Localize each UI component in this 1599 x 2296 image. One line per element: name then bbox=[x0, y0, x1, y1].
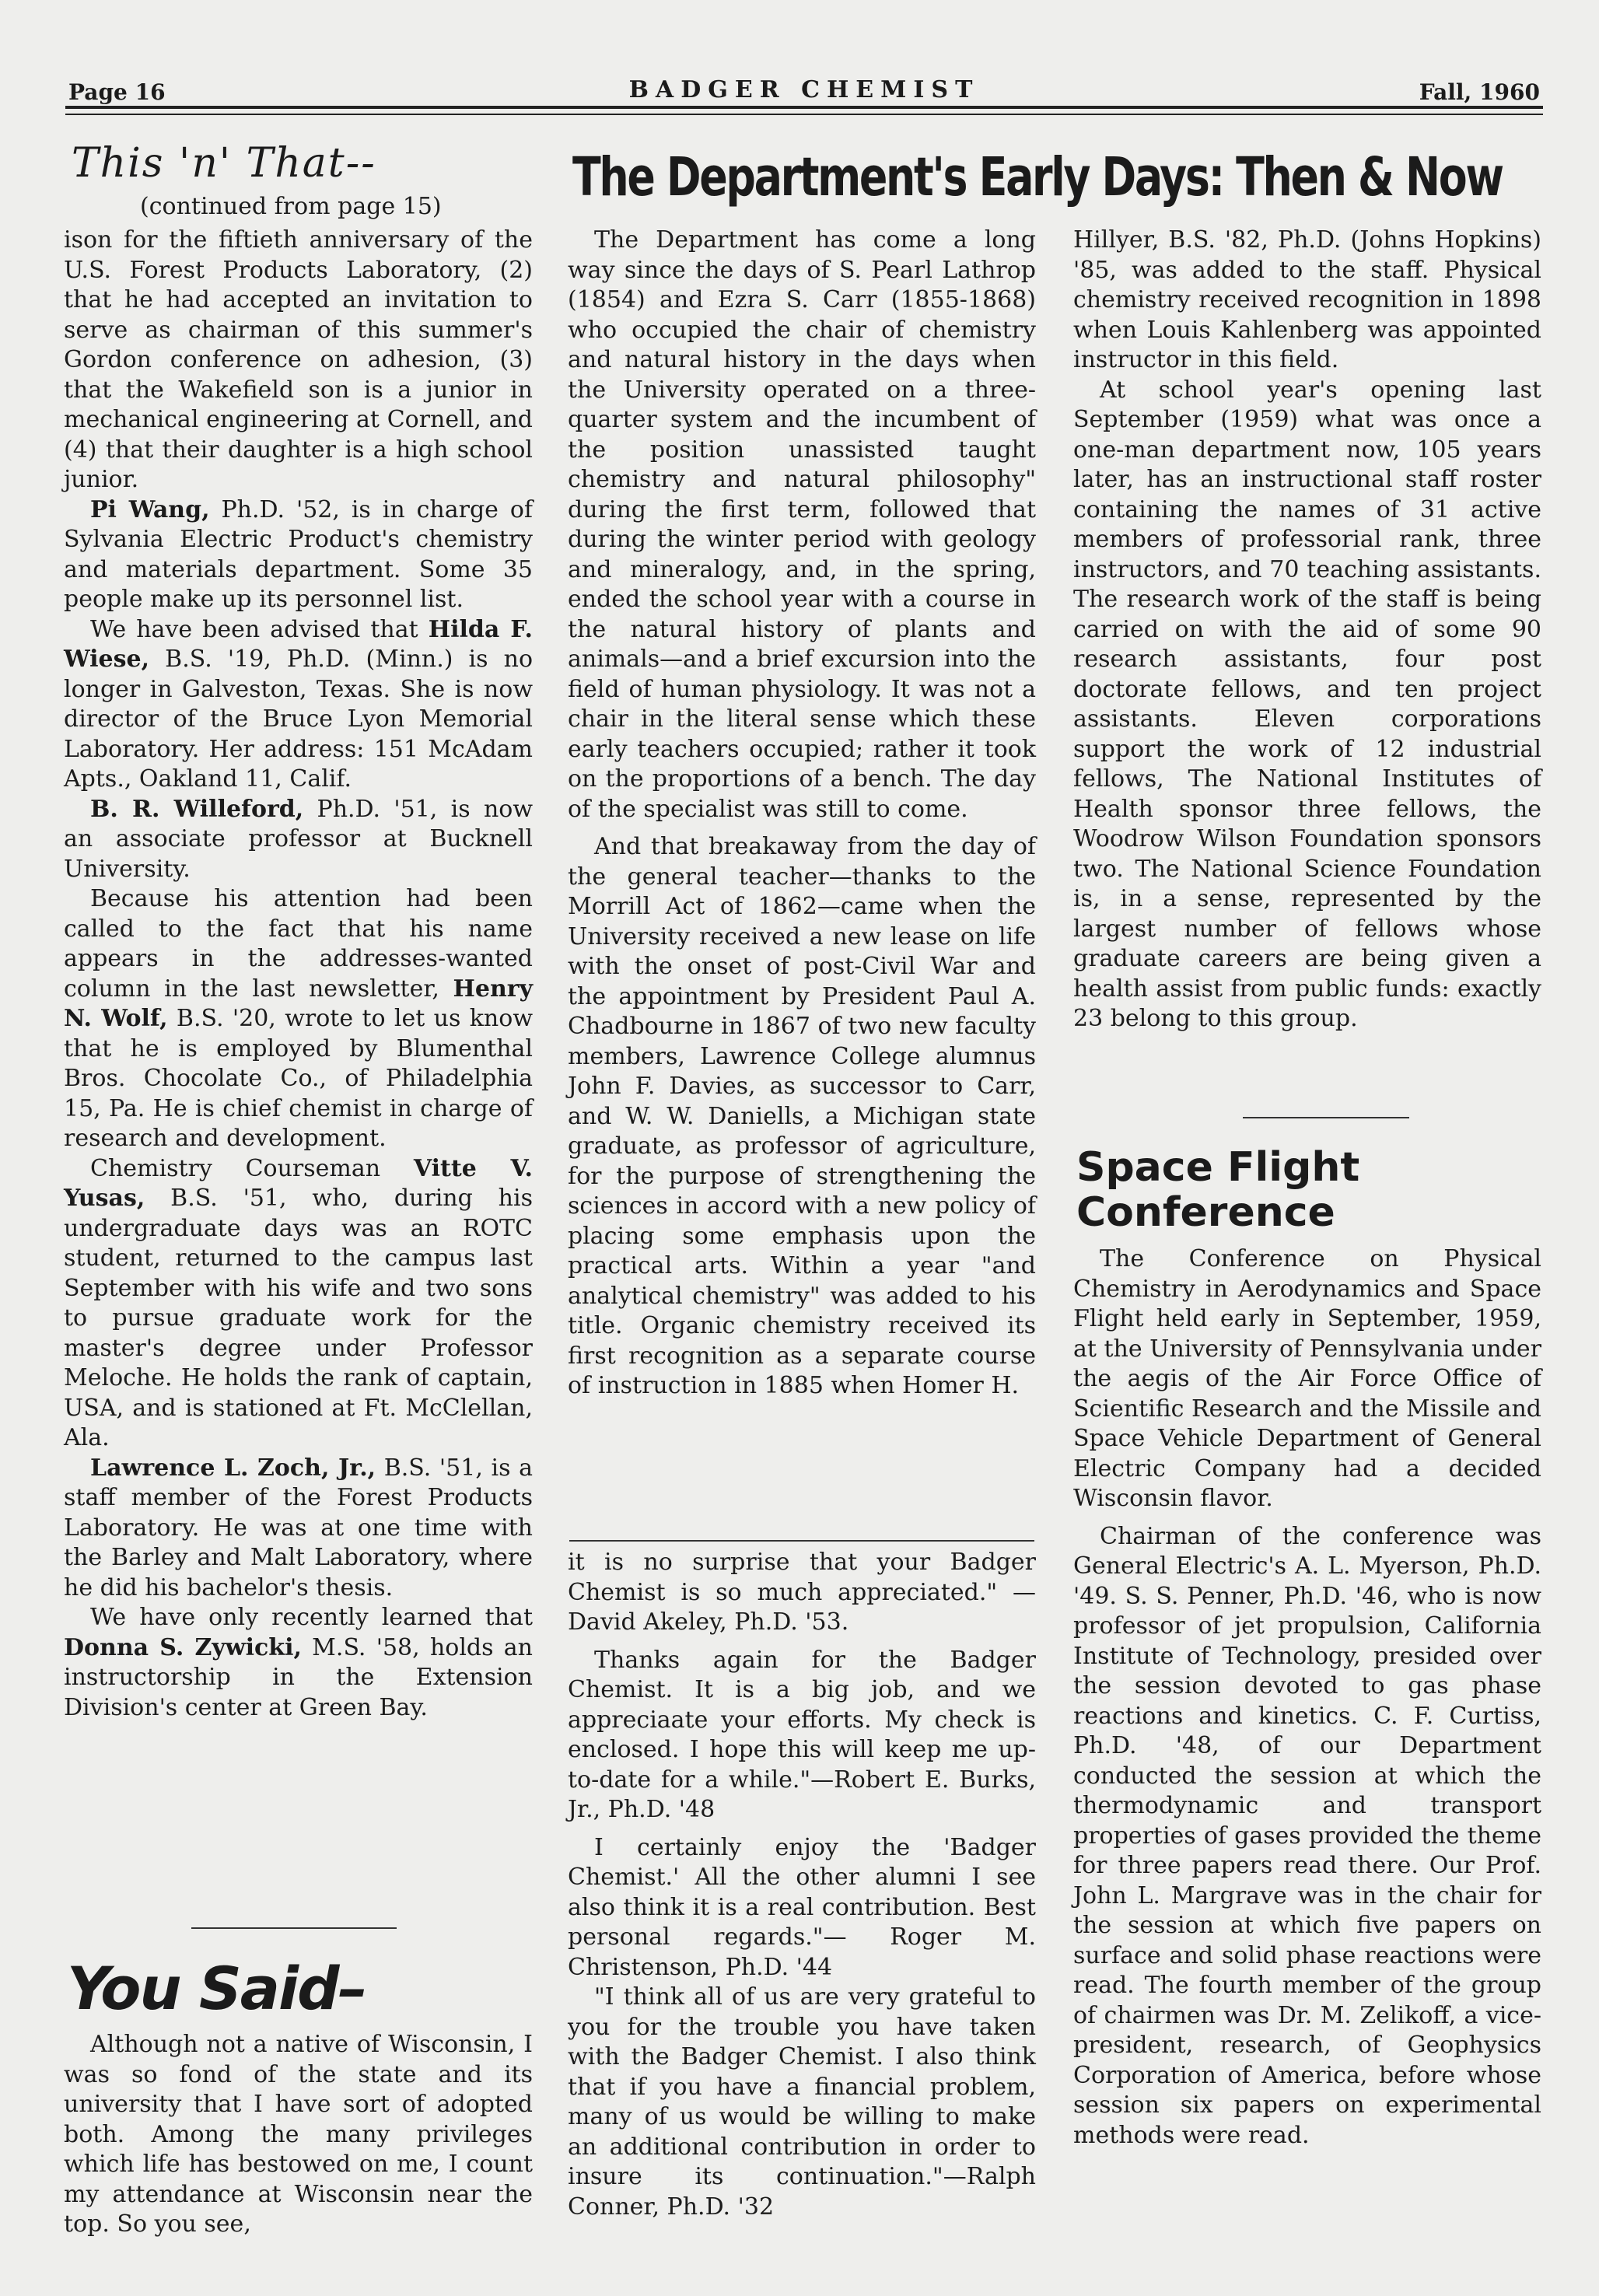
publication-title: BADGER CHEMIST bbox=[628, 76, 980, 103]
column-1 bbox=[64, 226, 533, 1723]
person-name: Lawrence L. Zoch, Jr., bbox=[90, 1454, 376, 1482]
paragraph bbox=[64, 615, 533, 795]
paragraph: The Department has come a long way since the days of S. Pearl Lathrop (1854) and Ezra S. Carr (1855-1868) who occupied the chair of chemistry and natural history in the days when the University operated on a three-quarter system and the incumbent of the position unassisted taught chemistry and natural philosophy" during the first term, followed that during the winter period with geology and mineralogy, and, in the spring, ended the school year with a course in the natural history of plants and animals—and a brief excursion into the field of human physiology. It was not a chair in the literal sense which these early teachers occupied; rather it took on the proportions of a bench. The day of the specialist was still to come. bbox=[568, 226, 1036, 823]
you-said-column-1 bbox=[64, 2030, 533, 2240]
paragraph-text: B.S. '19, Ph.D. (Minn.) is no longer in Galveston, Texas. She is now director of the Bruce Lyon Memorial Laboratory. Her address: 151 McAdam Apts., Oakland 11, Calif. bbox=[64, 646, 533, 793]
paragraph-text: B.S. '20, wrote to let us know that he is employed by Blumenthal Bros. Chocolate Co., of Philadelphia 15, Pa. He is chief chemist in charge of research and development. bbox=[64, 1005, 533, 1152]
paragraph-text: M.S. '58, holds an instructorship in the Extension Division's center at Green Bay. bbox=[64, 1633, 533, 1721]
paragraph: ison for the fiftieth anniversary of the U.S. Forest Products Laboratory, (2) that he had accepted an invitation to serve as chairman of this summer's Gordon conference on adhesion, (3) that the Wakefield son is a junior in mechanical engineering at Cornell, and (4) that their daughter is a high school junior. bbox=[64, 226, 533, 493]
header-rule bbox=[65, 106, 1543, 109]
paragraph-text: Chemistry Courseman bbox=[90, 1154, 414, 1182]
paragraph-text: Ph.D. '51, is now an associate professor at Bucknell University. bbox=[64, 795, 534, 883]
paragraph bbox=[64, 884, 533, 1154]
paragraph bbox=[64, 1154, 533, 1454]
article-title-early-days: The Department's Early Days: Then & Now bbox=[572, 146, 1503, 208]
header-rule-thin bbox=[65, 114, 1543, 115]
paragraph: Although not a native of Wisconsin, I was so fond of the state and its university that I have sort of adopted both. Among the many privileges which life has bestowed on me, I count my attendance at Wisconsin near the top. So you see, bbox=[64, 2031, 533, 2238]
paragraph-text: B.S. '51, is a staff member of the Forest Products Laboratory. He was at one time with the Barley and Malt Laboratory, where he did his bachelor's thesis. bbox=[64, 1454, 533, 1601]
person-name: Pi Wang, bbox=[90, 495, 210, 523]
paragraph: "I think all of us are very grateful to you for the trouble you have taken with the Badger Chemist. I also think that if you have a financial problem, many of us would be willing to make an additional contribution in order to insure its continuation."—Ralph Conner, Ph.D. '32 bbox=[568, 1983, 1036, 2221]
section-divider bbox=[191, 1927, 397, 1929]
paragraph: At school year's opening last September (1959) what was once a one-man department now, 105 years later, has an instructional staff roster containing the names of 31 active members of professorial rank, three instructors, and 70 teaching assistants. The research work of the staff is being carried on with the aid of some 90 research assistants, four post doctorate fellows, and ten project assistants. Eleven corporations support the work of 12 industrial fellows, The National Institutes of Health sponsor three fellows, the Woodrow Wilson Foundation sponsors two. The National Science Foundation is, in a sense, represented by the largest number of fellows whose graduate careers are being given a health assist from public funds: exactly 23 belong to this group. bbox=[1073, 376, 1541, 1032]
page-header bbox=[65, 72, 1543, 110]
column-2 bbox=[568, 226, 1036, 1402]
paragraph: I certainly enjoy the 'Badger Chemist.' All the other alumni I see also think it is a real contribution. Best personal regards."— Roger M. Christenson, Ph.D. '44 bbox=[568, 1833, 1036, 1981]
paragraph bbox=[64, 495, 533, 615]
paragraph: And that breakaway from the day of the general teacher—thanks to the Morrill Act of 1862—came when the University received a new lease on life with the onset of post-Civil War and the appointment by President Paul A. Chadbourne in 1867 of two new faculty members, Lawrence College alumnus John F. Davies, as successor to Carr, and W. W. Daniells, a Michigan state graduate, as professor of agriculture, for the purpose of strengthening the sciences in accord with a new policy of placing some emphasis upon the practical arts. Within a year "and analytical chemistry" was added to his title. Organic chemistry received its first recognition as a separate course of instruction in 1885 when Homer H. bbox=[568, 833, 1036, 1399]
space-flight-column bbox=[1073, 1244, 1541, 2151]
paragraph bbox=[64, 1454, 533, 1604]
section-title-you-said: You Said– bbox=[67, 1954, 366, 2023]
person-name: Henry N. Wolf, bbox=[64, 975, 533, 1032]
paragraph-text: We have been advised that bbox=[90, 615, 429, 643]
person-name: Vitte V. Yusas, bbox=[64, 1154, 533, 1212]
continued-note: (continued from page 15) bbox=[140, 193, 442, 220]
section-title-this-n-that: This 'n' That-- bbox=[72, 140, 376, 187]
person-name: Donna S. Zywicki, bbox=[64, 1633, 302, 1661]
paragraph-text: Ph.D. '52, is in charge of Sylvania Electric Product's chemistry and materials department. Some 35 people make up its personnel list. bbox=[64, 495, 533, 613]
paragraph: The Conference on Physical Chemistry in Aerodynamics and Space Flight held early in September, 1959, at the University of Pennsylvania under the aegis of the Air Force Office of Scientific Research and the Missile and Space Vehicle Department of General Electric Company had a decided Wisconsin flavor. bbox=[1073, 1245, 1542, 1512]
paragraph-text: Because his attention had been called to the fact that his name appears in the addresses-wanted column in the last newsletter, bbox=[64, 885, 533, 1003]
issue-date: Fall, 1960 bbox=[1419, 79, 1540, 105]
paragraph: it is no surprise that your Badger Chemist is so much appreciated." —David Akeley, Ph.D. '53. bbox=[568, 1549, 1036, 1636]
paragraph: Chairman of the conference was General Electric's A. L. Myerson, Ph.D. '49. S. S. Penner, Ph.D. '46, who is now professor of jet propulsion, California Institute of Technology, presided over the session devoted to gas phase reactions and kinetics. C. F. Curtiss, Ph.D. '48, of our Department conducted the session at which the thermodynamic and transport properties of gases provided the theme for three papers read there. Our Prof. John L. Margrave was in the chair for the session at which five papers on surface and solid phase reactions were read. The fourth member of the group of chairmen was Dr. M. Zelikoff, a vice-president, research, of Geophysics Corporation of America, before whose session six papers on experimental methods were read. bbox=[1073, 1522, 1541, 2149]
you-said-column-2 bbox=[568, 1548, 1036, 2222]
person-name: Hilda F. Wiese, bbox=[64, 615, 533, 673]
column-3 bbox=[1073, 226, 1541, 1034]
paragraph: Thanks again for the Badger Chemist. It is a big job, and we appreciaate your efforts. My check is enclosed. I hope this will keep me up-to-date for a while."—Robert E. Burks, Jr., Ph.D. '48 bbox=[568, 1646, 1036, 1823]
paragraph-text: We have only recently learned that bbox=[90, 1604, 533, 1631]
person-name: B. R. Willeford, bbox=[90, 795, 304, 823]
page-number: Page 16 bbox=[68, 79, 166, 105]
paragraph bbox=[64, 1603, 533, 1723]
paragraph bbox=[64, 795, 533, 885]
title-line: Space Flight bbox=[1076, 1144, 1360, 1191]
section-title-space-flight bbox=[1076, 1145, 1359, 1235]
section-divider bbox=[569, 1540, 1034, 1542]
section-divider bbox=[1243, 1117, 1409, 1118]
paragraph-text: B.S. '51, who, during his undergraduate days was an ROTC student, returned to the campus last September with his wife and two sons to pursue graduate work for the master's degree under Professor Meloche. He holds the rank of captain, USA, and is stationed at Ft. McClellan, Ala. bbox=[64, 1185, 533, 1451]
title-line: Conference bbox=[1076, 1189, 1335, 1236]
paragraph: Hillyer, B.S. '82, Ph.D. (Johns Hopkins) '85, was added to the staff. Physical chemistry received recognition in 1898 when Louis Kahlenberg was appointed instructor in this field. bbox=[1073, 226, 1541, 373]
